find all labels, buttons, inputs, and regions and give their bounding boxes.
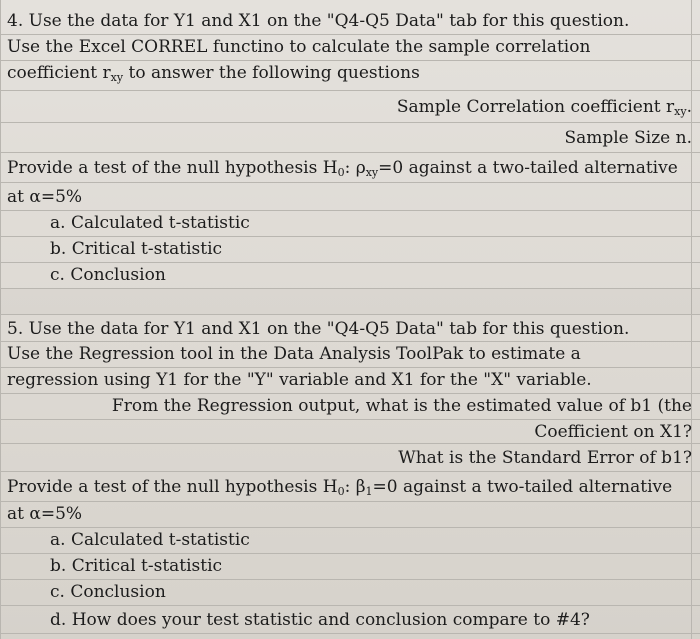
q4-item-c: c. Conclusion (50, 265, 166, 285)
q5-item-a: a. Calculated t-statistic (50, 530, 250, 550)
q5-row-alpha[interactable] (0, 502, 700, 528)
q5-row-estimate-2[interactable] (0, 420, 700, 444)
q5-row-2[interactable] (0, 342, 700, 368)
q5-line-1: 5. Use the data for Y1 and X1 on the "Q4-Q5 Data" tab for this question. (7, 319, 630, 339)
q5-row-d[interactable] (0, 606, 700, 634)
q4-row-c[interactable] (0, 263, 700, 289)
q5-estimate-line-1: From the Regression output, what is the estimated value of b1 (the (111, 396, 692, 416)
empty-row[interactable] (0, 289, 700, 315)
q4-row-sample-size[interactable] (0, 123, 700, 153)
q4-row-3[interactable] (0, 61, 700, 91)
q4-test-text: Provide a test of the null hypothesis $H_0$: $\rho_{xy}=0$ against a two-tailed alternative (7, 158, 678, 179)
q5-row-stderr[interactable] (0, 444, 700, 472)
q4-row-2[interactable] (0, 35, 700, 61)
q4-item-a: a. Calculated t-statistic (50, 213, 250, 233)
q5-alpha: at α=5% (7, 504, 83, 524)
q4-sample-size-label: Sample Size n. (564, 128, 692, 148)
q5-row-a[interactable] (0, 528, 700, 554)
q4-row-a[interactable] (0, 211, 700, 237)
q5-line-3: regression using Y1 for the "Y" variable and X1 for the "X" variable. (7, 370, 592, 390)
q4-row-test[interactable] (0, 153, 700, 183)
q4-line-3: coefficient $r_{xy}$ to answer the following questions (7, 63, 420, 84)
q4-line-2: Use the Excel CORREL functino to calculate the sample correlation (7, 37, 591, 57)
q5-item-b: b. Critical t-statistic (50, 556, 223, 576)
q5-row-estimate-1[interactable] (0, 394, 700, 420)
q4-row-sample-corr[interactable] (0, 91, 700, 123)
q4-row-1[interactable] (0, 9, 700, 35)
q5-item-c: c. Conclusion (50, 582, 166, 602)
q4-row-alpha[interactable] (0, 183, 700, 211)
q5-row-b[interactable] (0, 554, 700, 580)
q4-item-b: b. Critical t-statistic (50, 239, 223, 259)
q4-alpha: at α=5% (7, 187, 83, 207)
q5-row-3[interactable] (0, 368, 700, 394)
q4-sample-corr-label: Sample Correlation coefficient $r_{xy}$. (396, 97, 692, 118)
q4-row-b[interactable] (0, 237, 700, 263)
q5-item-d: d. How does your test statistic and conclusion compare to #4? (50, 610, 590, 630)
q5-row-c[interactable] (0, 580, 700, 606)
q4-line-1: 4. Use the data for Y1 and X1 on the "Q4-Q5 Data" tab for this question. (7, 11, 630, 31)
q5-row-test[interactable] (0, 472, 700, 502)
q5-line-2: Use the Regression tool in the Data Analysis ToolPak to estimate a (7, 344, 581, 364)
q5-row-1[interactable] (0, 315, 700, 342)
q5-test-text: Provide a test of the null hypothesis $H_0$: $\beta_1=0$ against a two-tailed alternative (7, 477, 673, 498)
q5-estimate-line-2: Coefficient on X1? (534, 422, 692, 442)
q5-stderr-label: What is the Standard Error of b1? (398, 448, 692, 468)
